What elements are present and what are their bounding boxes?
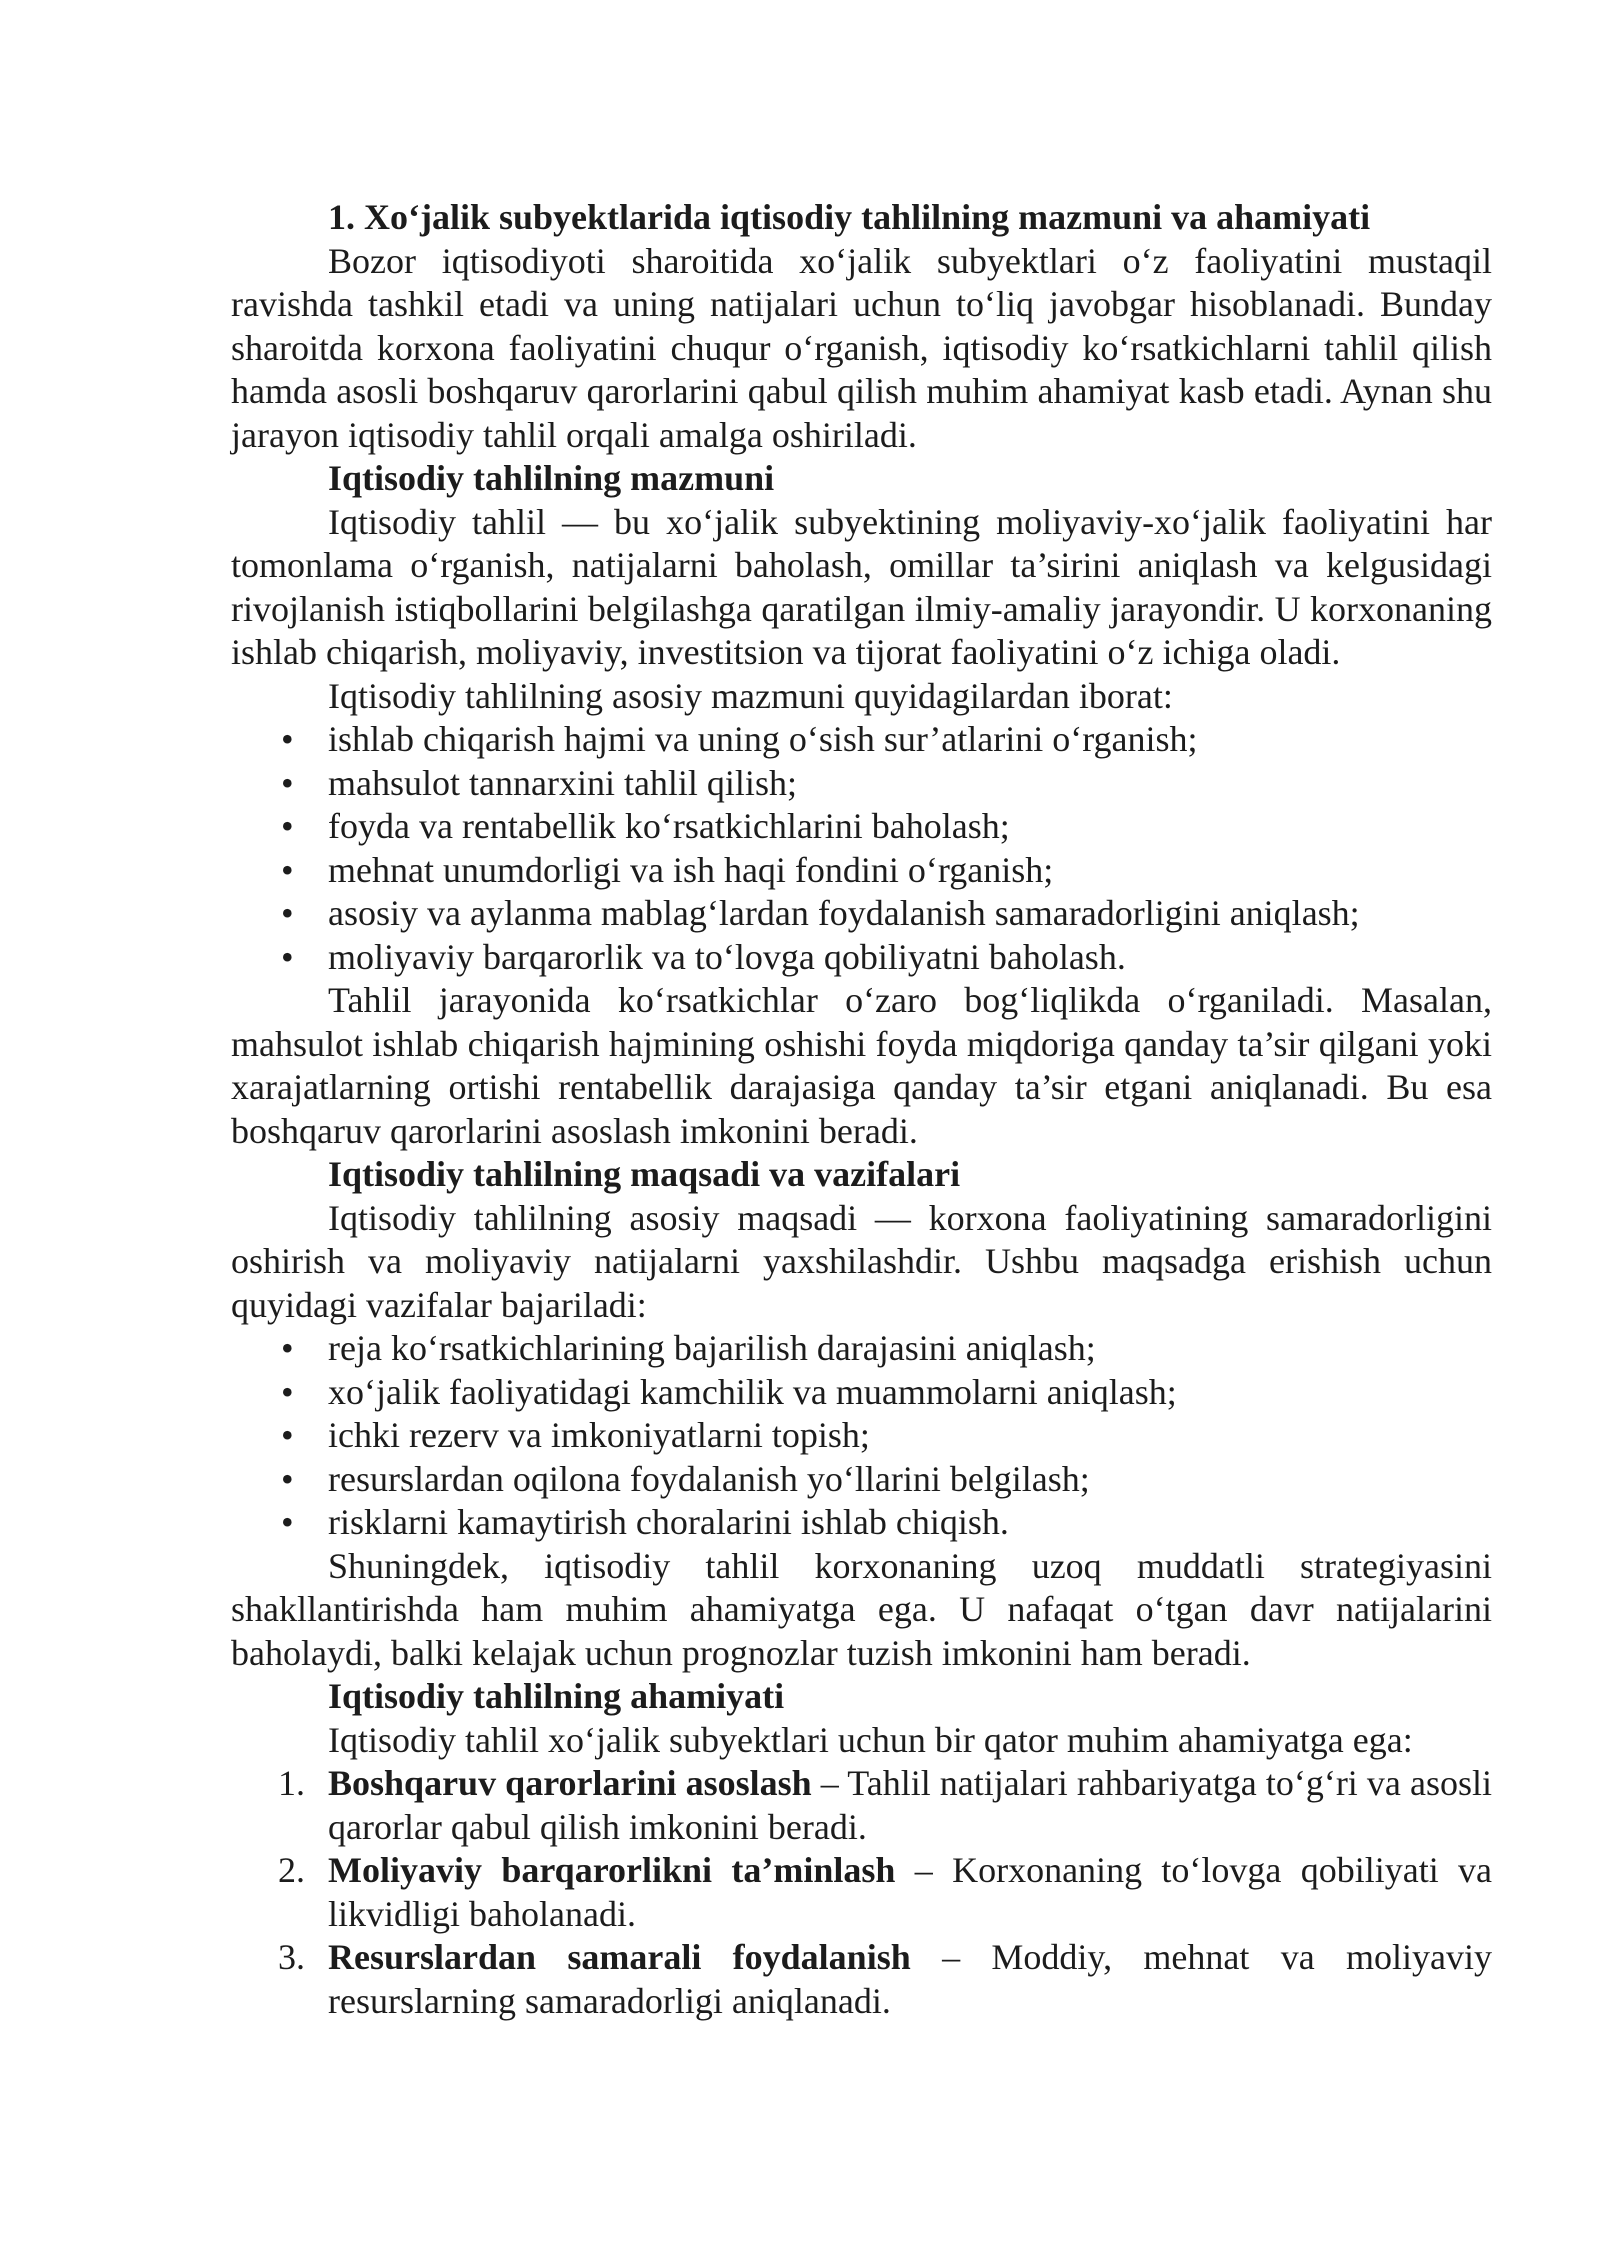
bullet-icon: •: [281, 893, 294, 933]
document-body: [231, 196, 1492, 2023]
list-item: [231, 849, 1492, 893]
numbered-item: [231, 1849, 1492, 1936]
list-item-text: resurslardan oqilona foydalanish yo‘llarini belgilash;: [328, 1458, 1090, 1499]
section1-paragraph-2: Iqtisodiy tahlilning asosiy mazmuni quyidagilardan iborat:: [328, 675, 1173, 716]
item-number: 3.: [278, 1937, 305, 1977]
bullet-icon: •: [281, 1328, 294, 1368]
list-item: [231, 1371, 1492, 1415]
item-bold-term: Moliyaviy barqarorlikni ta’minlash: [328, 1850, 896, 1890]
list-item: [231, 1458, 1492, 1502]
item-number: 2.: [278, 1850, 305, 1890]
list-item: [231, 805, 1492, 849]
list-item: [231, 718, 1492, 762]
list-item: [231, 892, 1492, 936]
section1-paragraph-1: Iqtisodiy tahlil — bu xo‘jalik subyektining moliyaviy-xo‘jalik faoliyatini har tomonlama o‘rganish, natijalarni baholash, omillar ta’sirini aniqlash va kelgusidagi rivojlanish istiqbollarini belgilashga qaratilgan ilmiy-amaliy jarayondir. U korxonaning ishlab chiqarish, moliyaviy, investitsion va tijorat faoliyatini o‘z ichiga oladi.: [231, 501, 1492, 672]
bullet-icon: •: [281, 719, 294, 759]
bullet-icon: •: [281, 1415, 294, 1455]
section3-numbered-list: [231, 1762, 1492, 2023]
item-number: 1.: [278, 1763, 305, 1803]
list-item-text: reja ko‘rsatkichlarining bajarilish darajasini aniqlash;: [328, 1328, 1096, 1368]
section-heading-maqsadi: Iqtisodiy tahlilning maqsadi va vazifalari: [328, 1154, 961, 1194]
section3-paragraph-1: Iqtisodiy tahlil xo‘jalik subyektlari uchun bir qator muhim ahamiyatga ega:: [328, 1719, 1413, 1760]
list-item-text: xo‘jalik faoliyatidagi kamchilik va muammolarni aniqlash;: [328, 1371, 1177, 1412]
list-item-text: mahsulot tannarxini tahlil qilish;: [328, 762, 797, 803]
list-item-text: moliyaviy barqarorlik va to‘lovga qobiliyatni baholash.: [328, 936, 1126, 977]
section2-bullet-list: [231, 1327, 1492, 1545]
list-item: [231, 762, 1492, 806]
section1-bullet-list: [231, 718, 1492, 979]
list-item-text: ichki rezerv va imkoniyatlarni topish;: [328, 1415, 870, 1455]
item-description: – Tahlil natijalari rahbariyatga to‘g‘ri va asosli qarorlar qabul qilish imkonini beradi.: [328, 1763, 1493, 1847]
list-item-text: asosiy va aylanma mablag‘lardan foydalanish samaradorligini aniqlash;: [328, 893, 1360, 933]
bullet-icon: •: [281, 1371, 294, 1412]
item-description: – Korxonaning to‘lovga qobiliyati va likvidligi baholanadi.: [328, 1850, 1493, 1934]
list-item-text: foyda va rentabellik ko‘rsatkichlarini baholash;: [328, 806, 1010, 846]
numbered-item: [231, 1762, 1492, 1849]
item-bold-term: Resurslardan samarali foydalanish: [328, 1937, 911, 1977]
bullet-icon: •: [281, 849, 294, 890]
bullet-icon: •: [281, 936, 294, 977]
bullet-icon: •: [281, 762, 294, 803]
item-bold-term: Boshqaruv qarorlarini asoslash: [328, 1763, 812, 1803]
section1-paragraph-3: Tahlil jarayonida ko‘rsatkichlar o‘zaro bog‘liqlikda o‘rganiladi. Masalan, mahsulot ishlab chiqarish hajmining oshishi foyda miqdoriga qanday ta’sir qilgani yoki xarajatlarning ortishi rentabellik darajasiga qanday ta’sir etgani aniqlanadi. Bu esa boshqaruv qarorlarini asoslash imkonini beradi.: [231, 980, 1492, 1151]
list-item: [231, 1501, 1492, 1545]
section2-paragraph-1: Iqtisodiy tahlilning asosiy maqsadi — korxona faoliyatining samaradorligini oshirish va moliyaviy natijalarni yaxshilashdir. Ushbu maqsadga erishish uchun quyidagi vazifalar bajariladi:: [231, 1197, 1492, 1325]
numbered-item: [231, 1936, 1492, 2023]
intro-paragraph: Bozor iqtisodiyoti sharoitida xo‘jalik subyektlari o‘z faoliyatini mustaqil ravishda tashkil etadi va uning natijalari uchun to‘liq javobgar hisoblanadi. Bunday sharoitda korxona faoliyatini chuqur o‘rganish, iqtisodiy ko‘rsatkichlarni tahlil qilish hamda asosli boshqaruv qarorlarini qabul qilish muhim ahamiyat kasb etadi. Aynan shu jarayon iqtisodiy tahlil orqali amalga oshiriladi.: [231, 240, 1492, 455]
section-heading-mazmuni: Iqtisodiy tahlilning mazmuni: [328, 458, 775, 498]
list-item: [231, 1414, 1492, 1458]
bullet-icon: •: [281, 1502, 294, 1542]
bullet-icon: •: [281, 1458, 294, 1499]
list-item: [231, 936, 1492, 980]
document-title: 1. Xo‘jalik subyektlarida iqtisodiy tahlilning mazmuni va ahamiyati: [328, 197, 1371, 237]
list-item-text: ishlab chiqarish hajmi va uning o‘sish sur’atlarini o‘rganish;: [328, 719, 1198, 759]
list-item: [231, 1327, 1492, 1371]
list-item-text: risklarni kamaytirish choralarini ishlab chiqish.: [328, 1502, 1009, 1542]
item-description: – Moddiy, mehnat va moliyaviy resurslarning samaradorligi aniqlanadi.: [328, 1937, 1492, 2021]
bullet-icon: •: [281, 806, 294, 846]
list-item-text: mehnat unumdorligi va ish haqi fondini o‘rganish;: [328, 849, 1054, 890]
section-heading-ahamiyati: Iqtisodiy tahlilning ahamiyati: [328, 1676, 785, 1716]
section2-paragraph-2: Shuningdek, iqtisodiy tahlil korxonaning uzoq muddatli strategiyasini shakllantirishda ham muhim ahamiyatga ega. U nafaqat o‘tgan davr natijalarini baholaydi, balki kelajak uchun prognozlar tuzish imkonini ham beradi.: [231, 1545, 1492, 1673]
